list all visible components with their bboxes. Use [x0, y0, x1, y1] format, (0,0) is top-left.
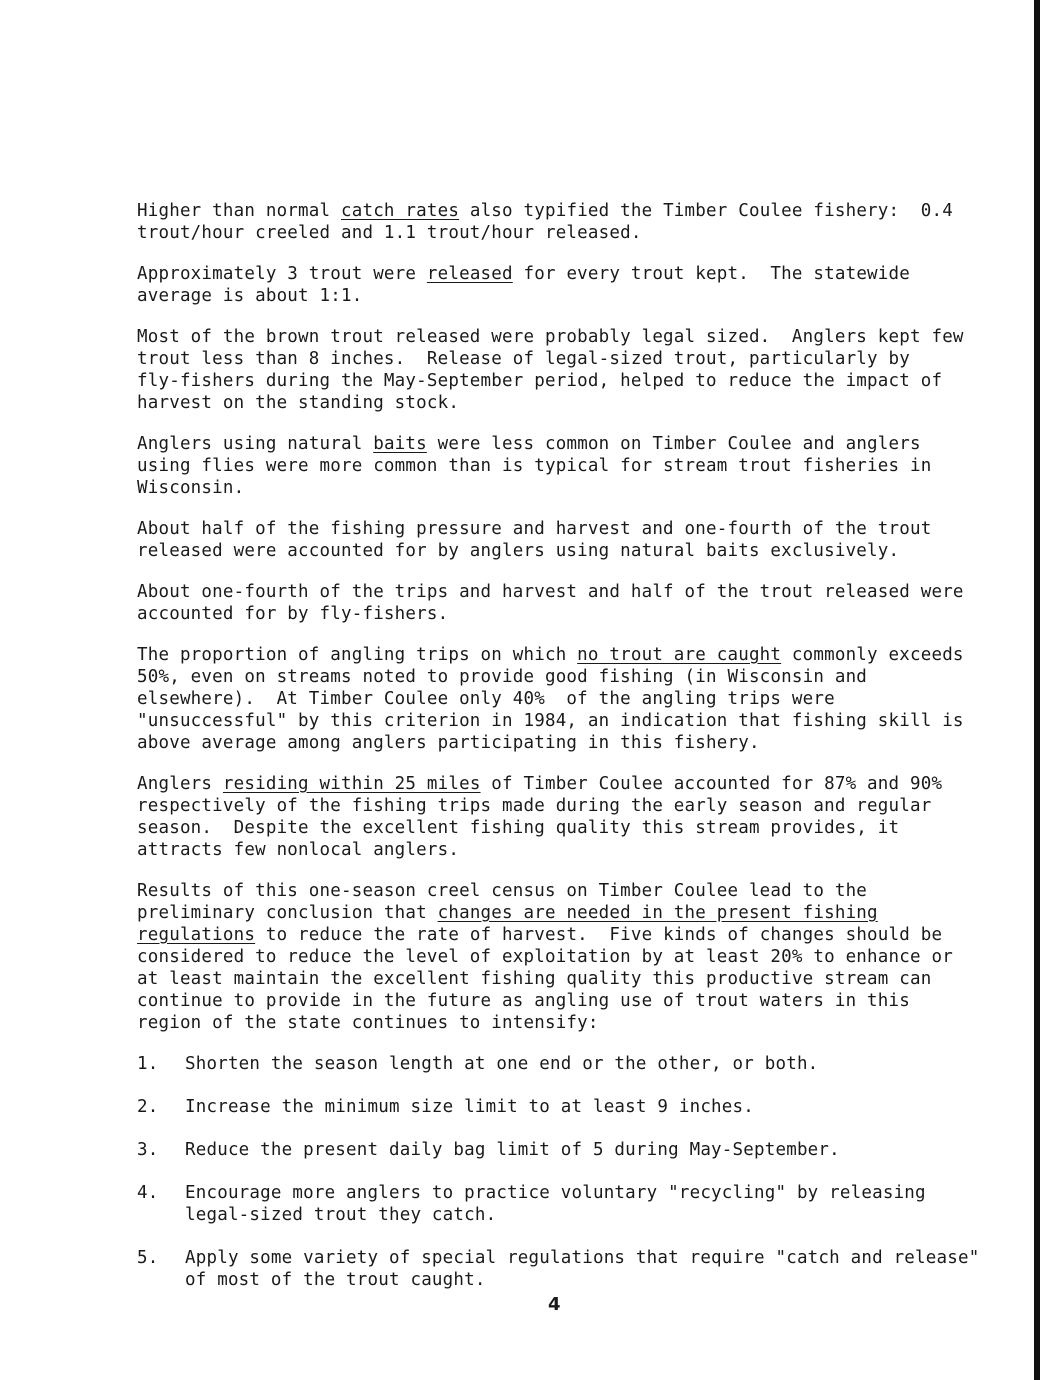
- text-run: released were accounted for by anglers using natural baits exclusively.: [137, 541, 900, 561]
- text-run: using flies were more common than is typical for stream trout fisheries in: [137, 456, 932, 476]
- text-run: trout/hour creeled and 1.1 trout/hour released.: [137, 223, 642, 243]
- text-line: [137, 455, 967, 477]
- text-run: above average among anglers participating in this fishery.: [137, 733, 760, 753]
- list-item: [137, 1053, 967, 1075]
- scan-edge: [1034, 0, 1040, 1380]
- paragraph: [137, 518, 967, 562]
- list-item-number: 3.: [137, 1140, 159, 1160]
- text-run: respectively of the fishing trips made during the early season and regular: [137, 796, 932, 816]
- text-line: [137, 710, 967, 732]
- list-item: [137, 1096, 967, 1118]
- list-item-text: Increase the minimum size limit to at least 9 inches.: [185, 1097, 755, 1117]
- list-item-text: Reduce the present daily bag limit of 5 during May-September.: [185, 1140, 840, 1160]
- text-run: Approximately 3 trout were: [137, 264, 427, 284]
- text-run: considered to reduce the level of exploitation by at least 20% to enhance or: [137, 947, 953, 967]
- recommendation-list: [137, 1053, 980, 1291]
- text-run: Results of this one-season creel census on Timber Coulee lead to the: [137, 881, 868, 901]
- text-run: at least maintain the excellent fishing quality this productive stream can: [137, 969, 932, 989]
- underlined-phrase: catch rates: [340, 201, 460, 221]
- paragraph: [137, 326, 967, 414]
- text-line: [137, 518, 967, 540]
- text-run: harvest on the standing stock.: [137, 393, 460, 413]
- text-run: region of the state continues to intensify:: [137, 1013, 599, 1033]
- text-run: About one-fourth of the trips and harvest and half of the trout released were: [137, 582, 964, 602]
- text-line: [137, 732, 967, 754]
- text-run: also typified the Timber Coulee fishery: 0.4: [459, 201, 953, 221]
- underlined-phrase: residing within 25 miles: [222, 774, 481, 794]
- text-run: Most of the brown trout released were probably legal sized. Anglers kept few: [137, 327, 964, 347]
- list-item: [137, 1182, 967, 1226]
- paragraph: [137, 773, 967, 861]
- text-line: [137, 946, 967, 968]
- paragraph: [137, 433, 967, 499]
- paragraph-list: [137, 200, 967, 1034]
- list-item-text: Encourage more anglers to practice voluntary "recycling" by releasing: [185, 1183, 926, 1203]
- text-line: [137, 924, 967, 946]
- text-line: [137, 817, 967, 839]
- list-item-text: Apply some variety of special regulations that require "catch and release": [185, 1248, 980, 1268]
- text-line: [137, 795, 967, 817]
- text-run: 50%, even on streams noted to provide good fishing (in Wisconsin and: [137, 667, 868, 687]
- text-run: elsewhere). At Timber Coulee only 40% of the angling trips were: [137, 689, 835, 709]
- text-run: commonly exceeds: [781, 645, 964, 665]
- text-run: Anglers: [137, 774, 223, 794]
- text-run: trout less than 8 inches. Release of legal-sized trout, particularly by: [137, 349, 910, 369]
- text-line: [137, 263, 967, 285]
- text-line: [137, 581, 967, 603]
- list-item-number: 1.: [137, 1054, 159, 1074]
- text-line: [137, 285, 967, 307]
- underlined-phrase: no trout are caught: [577, 645, 782, 665]
- text-line: [137, 902, 967, 924]
- underlined-phrase: released: [426, 264, 513, 284]
- text-line: [137, 392, 967, 414]
- text-line: [137, 200, 967, 222]
- text-run: to reduce the rate of harvest. Five kinds of changes should be: [255, 925, 943, 945]
- page-number: 4: [548, 1294, 561, 1315]
- text-run: continue to provide in the future as angling use of trout waters in this: [137, 991, 910, 1011]
- text-run: average is about 1:1.: [137, 286, 363, 306]
- paragraph: [137, 200, 967, 244]
- text-line: [137, 880, 967, 902]
- text-line: [137, 1012, 967, 1034]
- text-line: [137, 477, 967, 499]
- text-run: fly-fishers during the May-September period, helped to reduce the impact of: [137, 371, 943, 391]
- text-run: attracts few nonlocal anglers.: [137, 840, 460, 860]
- text-line: [137, 990, 967, 1012]
- text-line: [137, 688, 967, 710]
- underlined-phrase: regulations: [137, 925, 256, 945]
- text-line: [137, 433, 967, 455]
- text-line: [137, 540, 967, 562]
- underlined-phrase: changes are needed in the present fishing: [437, 903, 878, 923]
- text-line: [137, 839, 967, 861]
- text-line: [137, 968, 967, 990]
- text-line: [137, 222, 967, 244]
- text-run: preliminary conclusion that: [137, 903, 438, 923]
- text-run: season. Despite the excellent fishing quality this stream provides, it: [137, 818, 900, 838]
- list-item-text: legal-sized trout they catch.: [185, 1205, 497, 1225]
- text-run: Higher than normal: [137, 201, 341, 221]
- text-run: About half of the fishing pressure and harvest and one-fourth of the trout: [137, 519, 932, 539]
- list-item: [137, 1247, 980, 1291]
- text-line: [137, 326, 967, 348]
- text-run: The proportion of angling trips on which: [137, 645, 578, 665]
- text-line: [137, 370, 967, 392]
- paragraph: [137, 644, 967, 754]
- list-item: [137, 1139, 967, 1161]
- paragraph: [137, 263, 967, 307]
- list-item-text: Shorten the season length at one end or the other, or both.: [185, 1054, 819, 1074]
- text-run: Wisconsin.: [137, 478, 245, 498]
- text-run: for every trout kept. The statewide: [512, 264, 910, 284]
- list-item-number: 4.: [137, 1183, 159, 1203]
- text-line: [137, 773, 967, 795]
- text-run: were less common on Timber Coulee and anglers: [426, 434, 921, 454]
- text-run: "unsuccessful" by this criterion in 1984, an indication that fishing skill is: [137, 711, 964, 731]
- document-body: [137, 200, 980, 1312]
- list-item-text: of most of the trout caught.: [185, 1270, 486, 1290]
- text-line: [137, 348, 967, 370]
- underlined-phrase: baits: [373, 434, 427, 454]
- paragraph: [137, 880, 967, 1034]
- list-item-number: 5.: [137, 1248, 159, 1268]
- text-run: Anglers using natural: [137, 434, 374, 454]
- list-item-number: 2.: [137, 1097, 159, 1117]
- text-line: [137, 644, 967, 666]
- paragraph: [137, 581, 967, 625]
- text-line: [137, 603, 967, 625]
- text-line: [137, 666, 967, 688]
- text-run: accounted for by fly-fishers.: [137, 604, 449, 624]
- text-run: of Timber Coulee accounted for 87% and 90%: [480, 774, 943, 794]
